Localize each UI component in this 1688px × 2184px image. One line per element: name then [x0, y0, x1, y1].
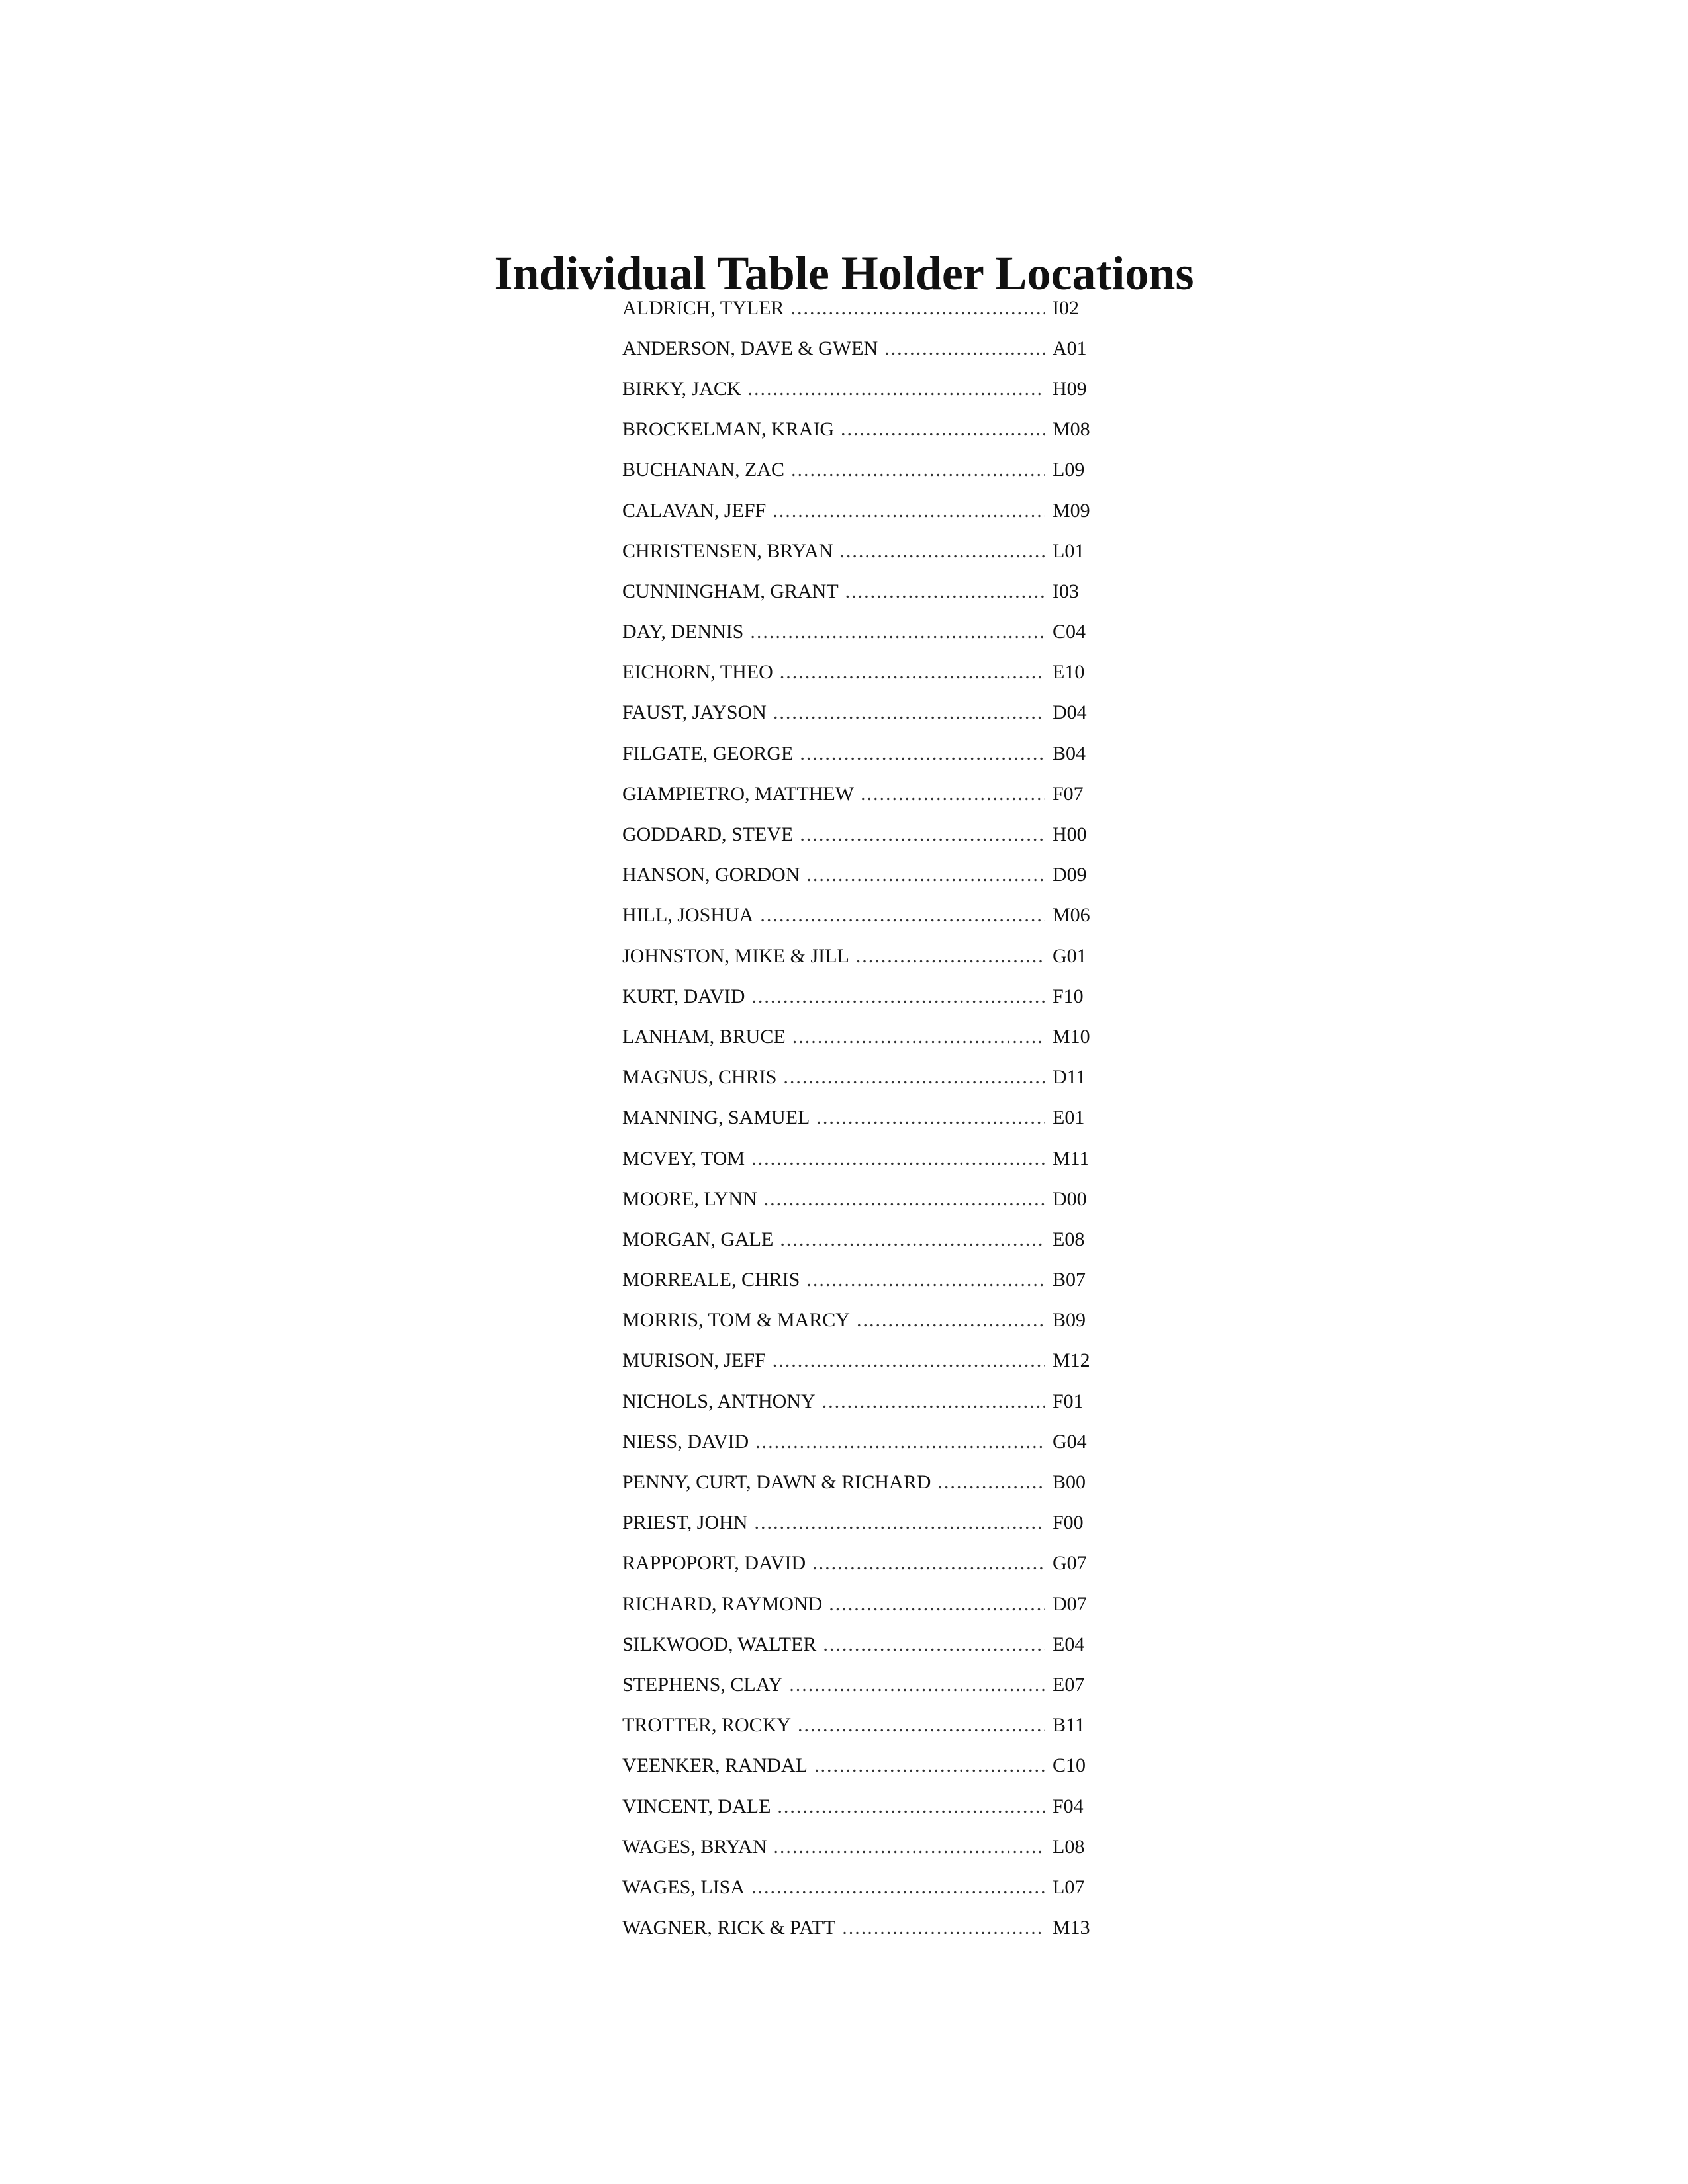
- dot-leader: [777, 1796, 1045, 1818]
- list-item: [622, 653, 1099, 693]
- holder-name: KURT, DAVID: [622, 985, 745, 1007]
- table-location: M13: [1053, 1917, 1090, 1939]
- holder-name: VINCENT, DALE: [622, 1795, 771, 1817]
- list-item: [622, 1341, 1099, 1381]
- page-title: Individual Table Holder Locations: [494, 247, 1194, 300]
- holder-name: MOORE, LYNN: [622, 1187, 757, 1210]
- list-item: [622, 531, 1099, 571]
- table-location: F04: [1053, 1795, 1084, 1817]
- list-item: [622, 895, 1099, 936]
- holder-name: VEENKER, RANDAL: [622, 1754, 808, 1777]
- dot-leader: [829, 1593, 1045, 1615]
- list-item: [622, 814, 1099, 854]
- table-location: I02: [1053, 296, 1079, 319]
- holder-name: RAPPOPORT, DAVID: [622, 1552, 806, 1574]
- holder-name: WAGES, BRYAN: [622, 1835, 767, 1858]
- holder-name: MORREALE, CHRIS: [622, 1269, 800, 1291]
- dot-leader: [764, 1188, 1045, 1210]
- holder-name: CUNNINGHAM, GRANT: [622, 580, 839, 602]
- list-item: [622, 1381, 1099, 1422]
- dot-leader: [800, 743, 1045, 765]
- table-location: B00: [1053, 1471, 1086, 1494]
- list-item: [622, 1624, 1099, 1664]
- list-item: [622, 450, 1099, 490]
- holder-name: STEPHENS, CLAY: [622, 1673, 783, 1696]
- dot-leader: [751, 1148, 1045, 1170]
- table-location: B07: [1053, 1269, 1086, 1291]
- list-item: [622, 1017, 1099, 1057]
- holder-name: MANNING, SAMUEL: [622, 1107, 810, 1129]
- holder-name: LANHAM, BRUCE: [622, 1025, 786, 1048]
- table-location: G04: [1053, 1430, 1087, 1453]
- dot-leader: [841, 418, 1045, 441]
- list-item: [622, 1908, 1099, 1948]
- holder-name: MORRIS, TOM & MARCY: [622, 1309, 850, 1332]
- table-location: B09: [1053, 1309, 1086, 1332]
- dot-leader: [856, 945, 1045, 968]
- table-location: F07: [1053, 782, 1084, 805]
- holder-name: BUCHANAN, ZAC: [622, 459, 785, 481]
- table-location: C04: [1053, 621, 1086, 643]
- table-location: M08: [1053, 418, 1090, 441]
- table-location: M06: [1053, 904, 1090, 927]
- table-location: A01: [1053, 337, 1087, 359]
- holder-name: WAGNER, RICK & PATT: [622, 1917, 836, 1939]
- dot-leader: [751, 1876, 1045, 1899]
- dot-leader: [798, 1714, 1045, 1737]
- dot-leader: [823, 1633, 1045, 1656]
- dot-leader: [884, 338, 1045, 360]
- table-location: G01: [1053, 944, 1087, 967]
- list-item: [622, 774, 1099, 814]
- list-item: [622, 1422, 1099, 1462]
- dot-leader: [842, 1917, 1045, 1939]
- holder-name: TROTTER, ROCKY: [622, 1714, 791, 1737]
- dot-leader: [760, 904, 1045, 927]
- dot-leader: [755, 1431, 1045, 1453]
- dot-leader: [861, 783, 1045, 805]
- list-item: [622, 490, 1099, 531]
- holder-name: EICHORN, THEO: [622, 661, 773, 684]
- table-location: E01: [1053, 1107, 1085, 1129]
- list-item: [622, 693, 1099, 733]
- dot-leader: [773, 500, 1045, 522]
- list-item: [622, 1786, 1099, 1827]
- holder-name: WAGES, LISA: [622, 1876, 745, 1898]
- holder-name: CALAVAN, JEFF: [622, 499, 767, 522]
- dot-leader: [857, 1309, 1045, 1332]
- holder-name: FAUST, JAYSON: [622, 702, 767, 724]
- list-item: [622, 571, 1099, 612]
- dot-leader: [937, 1471, 1045, 1494]
- holder-name: RICHARD, RAYMOND: [622, 1592, 823, 1615]
- list-item: [622, 612, 1099, 653]
- holder-name: GIAMPIETRO, MATTHEW: [622, 782, 854, 805]
- list-item: [622, 1058, 1099, 1098]
- table-location: H00: [1053, 823, 1087, 846]
- list-item: [622, 369, 1099, 409]
- table-location: L01: [1053, 539, 1085, 562]
- dot-leader: [806, 1269, 1045, 1291]
- dot-leader: [791, 459, 1045, 481]
- list-item: [622, 1664, 1099, 1705]
- table-location: F01: [1053, 1390, 1084, 1412]
- table-location: F10: [1053, 985, 1084, 1007]
- holder-name: GODDARD, STEVE: [622, 823, 794, 846]
- dot-leader: [792, 1026, 1045, 1048]
- holder-name: PRIEST, JOHN: [622, 1512, 748, 1534]
- table-location: M12: [1053, 1349, 1090, 1372]
- holder-name: BROCKELMAN, KRAIG: [622, 418, 835, 441]
- table-location: E10: [1053, 661, 1085, 684]
- table-location: L07: [1053, 1876, 1085, 1898]
- holder-name: MURISON, JEFF: [622, 1349, 766, 1372]
- list-item: [622, 288, 1099, 328]
- list-item: [622, 855, 1099, 895]
- holder-name: ALDRICH, TYLER: [622, 296, 784, 319]
- dot-leader: [790, 297, 1045, 320]
- holder-name: JOHNSTON, MIKE & JILL: [622, 944, 849, 967]
- dot-leader: [789, 1674, 1045, 1696]
- table-location: I03: [1053, 580, 1079, 602]
- table-location: M11: [1053, 1147, 1090, 1169]
- list-item: [622, 1462, 1099, 1502]
- holder-name: BIRKY, JACK: [622, 377, 741, 400]
- holder-name: HILL, JOSHUA: [622, 904, 754, 927]
- holder-name: MCVEY, TOM: [622, 1147, 745, 1169]
- table-location: G07: [1053, 1552, 1087, 1574]
- list-item: [622, 1746, 1099, 1786]
- list-item: [622, 1179, 1099, 1219]
- list-item: [622, 1503, 1099, 1543]
- dot-leader: [814, 1754, 1045, 1777]
- dot-leader: [754, 1512, 1045, 1534]
- table-location: H09: [1053, 377, 1087, 400]
- holder-name: HANSON, GORDON: [622, 864, 800, 886]
- table-holder-list: [622, 288, 1099, 1948]
- table-location: M09: [1053, 499, 1090, 522]
- dot-leader: [822, 1390, 1045, 1413]
- dot-leader: [773, 1349, 1045, 1372]
- holder-name: MAGNUS, CHRIS: [622, 1066, 777, 1089]
- dot-leader: [806, 864, 1045, 886]
- dot-leader: [845, 580, 1045, 603]
- dot-leader: [773, 702, 1045, 724]
- dot-leader: [812, 1552, 1045, 1574]
- dot-leader: [751, 985, 1045, 1008]
- dot-leader: [773, 1836, 1045, 1858]
- list-item: [622, 1098, 1099, 1138]
- dot-leader: [750, 621, 1045, 643]
- holder-name: NICHOLS, ANTHONY: [622, 1390, 816, 1412]
- table-location: F00: [1053, 1512, 1084, 1534]
- table-location: L09: [1053, 459, 1085, 481]
- table-location: D00: [1053, 1187, 1087, 1210]
- list-item: [622, 328, 1099, 369]
- holder-name: ANDERSON, DAVE & GWEN: [622, 337, 878, 359]
- list-item: [622, 1584, 1099, 1624]
- list-item: [622, 733, 1099, 774]
- table-location: D04: [1053, 702, 1087, 724]
- list-item: [622, 1827, 1099, 1867]
- list-item: [622, 1867, 1099, 1907]
- table-location: C10: [1053, 1754, 1086, 1777]
- dot-leader: [748, 378, 1045, 400]
- holder-name: PENNY, CURT, DAWN & RICHARD: [622, 1471, 931, 1494]
- list-item: [622, 936, 1099, 976]
- holder-name: CHRISTENSEN, BRYAN: [622, 539, 833, 562]
- list-item: [622, 1219, 1099, 1259]
- list-item: [622, 1543, 1099, 1584]
- holder-name: SILKWOOD, WALTER: [622, 1633, 817, 1655]
- holder-name: FILGATE, GEORGE: [622, 742, 794, 764]
- list-item: [622, 1260, 1099, 1300]
- table-location: B11: [1053, 1714, 1085, 1737]
- holder-name: NIESS, DAVID: [622, 1430, 749, 1453]
- table-location: D07: [1053, 1592, 1087, 1615]
- list-item: [622, 410, 1099, 450]
- dot-leader: [800, 823, 1045, 846]
- dot-leader: [839, 540, 1045, 563]
- dot-leader: [780, 661, 1045, 684]
- table-location: E04: [1053, 1633, 1085, 1655]
- dot-leader: [816, 1107, 1045, 1129]
- table-location: D09: [1053, 864, 1087, 886]
- table-location: D11: [1053, 1066, 1086, 1089]
- dot-leader: [780, 1228, 1045, 1251]
- table-location: B04: [1053, 742, 1086, 764]
- list-item: [622, 1300, 1099, 1341]
- table-location: E08: [1053, 1228, 1085, 1250]
- list-item: [622, 976, 1099, 1017]
- table-location: L08: [1053, 1835, 1085, 1858]
- holder-name: MORGAN, GALE: [622, 1228, 774, 1250]
- list-item: [622, 1138, 1099, 1179]
- list-item: [622, 1706, 1099, 1746]
- holder-name: DAY, DENNIS: [622, 621, 744, 643]
- dot-leader: [783, 1066, 1045, 1089]
- table-location: M10: [1053, 1025, 1090, 1048]
- table-location: E07: [1053, 1673, 1085, 1696]
